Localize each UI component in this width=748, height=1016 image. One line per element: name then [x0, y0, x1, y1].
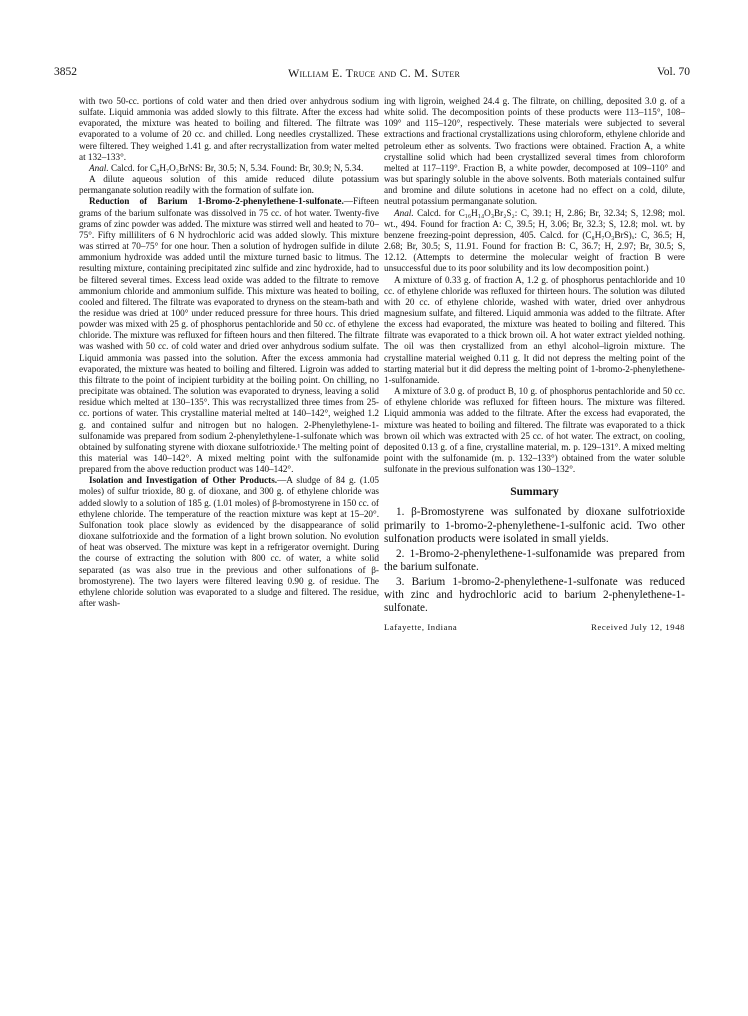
page-number: 3852: [54, 66, 77, 78]
paragraph: A dilute aqueous solution of this amide reduced dilute potassium permanganate solution readily with the formation of sulfate ion.: [79, 174, 379, 196]
article-footer: [384, 622, 685, 634]
anal-text: Calcd. for C₈H₇O₂BrNS: Br, 30.5; N, 5.34. Found: Br, 30.9; N, 5.34.: [108, 162, 364, 173]
left-column: [79, 96, 379, 609]
anal-label: Anal.: [394, 207, 414, 218]
volume-label: Vol. 70: [656, 66, 690, 78]
page-header: [0, 66, 748, 82]
summary-item: 2. 1-Bromo-2-phenylethene-1-sulfonamide was prepared from the barium sulfonate.: [384, 547, 685, 574]
summary-title: Summary: [510, 486, 559, 499]
running-title: William E. Truce and C. M. Suter: [287, 66, 461, 80]
section-heading: Isolation and Investigation of Other Products.: [89, 475, 278, 486]
section-paragraph-reduction: [79, 196, 379, 475]
anal-text: Calcd. for C₁₆H₁₄O₃Br₂S₂: C, 39.1; H, 2.86; Br, 32.34; S, 12.98; mol. wt., 494. Found for fraction A: C, 39.5; H, 3.06; Br, 32.3; S, 12.8; mol. wt. by benzene freezing-point depression, 405. Calcd. for (C₈H₇O₃BrS)ₓ: C, 36.5; H, 2.68; Br, 30.5; S, 11.91. Found for fraction B: C, 36.7; H, 2.97; Br, 30.5; S, 12.12. (Attempts to determine the molecular weight of fraction B were unsuccessful due to its poor solubility and its low decomposition point.): [384, 207, 685, 274]
footer-place: Lafayette, Indiana: [384, 621, 458, 632]
paragraph: with two 50-cc. portions of cold water and then dried over anhydrous sodium sulfate. Liquid ammonia was added slowly to this filtrate. After the excess had evaporated, the mixture was heated to boiling and filtered. The filtrate was evaporated to a volume of 20 cc. and chilled. Long needles crystallized. These were filtered. They weighed 1.41 g. and after recrystallization from water melted at 132–133°.: [79, 96, 379, 162]
analysis-paragraph: [384, 208, 685, 275]
summary-item: 1. β-Bromostyrene was sulfonated by dioxane sulfotrioxide primarily to 1-bromo-2-phenylethene-1-sulfonic acid. Two other sulfonation products were isolated in small yields.: [384, 506, 685, 546]
analysis-paragraph: [79, 163, 379, 174]
section-heading: Reduction of Barium 1-Bromo-2-phenylethene-1-sulfonate.: [89, 196, 344, 207]
summary-item: 3. Barium 1-bromo-2-phenylethene-1-sulfonate was reduced with zinc and hydrochloric acid to barium 2-phenylethene-1-sulfonate.: [384, 575, 685, 615]
right-column: [384, 96, 685, 634]
section-text: —Fifteen grams of the barium sulfonate was dissolved in 75 cc. of hot water. Twenty-five grams of zinc powder was added. The mixture was stirred well and heated to 70–75°. Fifty milliliters of 6 N hydrochloric acid was added slowly. This mixture was stirred at 70–75° for one hour. Then a solution of hydrogen sulfide in dilute ammonium hydroxide was added until the mixture turned basic to litmus. The resulting mixture, containing precipitated zinc sulfide and zinc hydroxide, had to be filtered several times. Excess lead oxide was added to the filtrate to remove ammonium chloride and ammonium sulfide. This mixture was heated to boiling, cooled and filtered. The filtrate was evaporated to dryness on the steam-bath and the residue was dried at 100° under reduced pressure for three hours. This dried powder was mixed with 25 g. of phosphorus pentachloride and 50 cc. of ethylene chloride. The mixture was refluxed for fifteen hours and then filtered. The filtrate was washed with 50 cc. of cold water and dried over anhydrous sodium sulfate. Liquid ammonia was passed into the solution. After the excess ammonia had evaporated, the mixture was heated to boiling and filtered. Ligroin was added to this filtrate to the point of incipient turbidity at the boiling point. On chilling, no precipitate was obtained. The solution was evaporated to dryness, leaving a solid residue which melted at 130–135°. This was recrystallized three times from 25-cc. portions of water. This crystalline material melted at 140–142°, weighed 1.2 g. and contained sulfur and nitrogen but no halogen. 2-Phenylethylene-1-sulfonamide was prepared from sodium 2-phenylethylene-1-sulfonate which was obtained by sulfonating styrene with dioxane sulfotrioxide.¹ The melting point of this material was 140–142°. A mixed melting point with the sulfonamide prepared from the above reduction product was 140–142°.: [79, 196, 379, 475]
paragraph: ing with ligroin, weighed 24.4 g. The filtrate, on chilling, deposited 3.0 g. of a white solid. The decomposition points of these products were 113–115°, 108–109° and 115–120°, respectively. These materials were subjected to several extractions and fractional crystallizations using chloroform, ethylene chloride and petroleum ether as solvents. Two fractions were obtained. Fraction A, a white crystalline solid which had been crystallized several times from chloroform melted at 117–119°. Fraction B, a white powder, decomposed at 109–110° and was but sparingly soluble in the above solvents. Both materials contained sulfur and bromine and dilute solutions in acetone had no effect on a cold, dilute, neutral potassium permanganate solution.: [384, 96, 685, 207]
section-paragraph-isolation: [79, 475, 379, 609]
anal-label: Anal.: [89, 162, 109, 173]
footer-received: Received July 12, 1948: [591, 621, 685, 632]
paragraph: A mixture of 3.0 g. of product B, 10 g. of phosphorus pentachloride and 50 cc. of ethylene chloride was refluxed for fifteen hours. The mixture was filtered. Liquid ammonia was added to the filtrate. After the excess had evaporated, the mixture was heated to boiling and filtered. The filtrate was evaporated to a thick brown oil which was extracted with 25 cc. of hot water. The extract, on cooling, deposited 0.13 g. of a fine, crystalline material, m. p. 129–131°. A mixed melting point with the sulfonamide (m. p. 132–133°) obtained from the water soluble sulfonate in the previous sulfonation was 130–132°.: [384, 386, 685, 475]
section-text: —A sludge of 84 g. (1.05 moles) of sulfur trioxide, 80 g. of dioxane, and 300 g. of ethylene chloride was added slowly to a solution of 185 g. (1.01 moles) of β-bromostyrene in 150 cc. of ethylene chloride. The temperature of the reaction mixture was kept at 15–20°. Sulfonation took place slowly as evidenced by the disappearance of solid dioxane sulfotrioxide and the formation of a light brown solution. No evolution of heat was observed. The mixture was kept in a refrigerator overnight. During the course of extracting the solution with 800 cc. of water, a white solid separated (as was also true in the previous and other sulfonations of β-bromostyrene). The two layers were filtered leaving 0.90 g. of residue. The ethylene chloride solution was evaporated to a sludge and filtered. The residue, after wash-: [79, 475, 380, 609]
summary-section: [384, 487, 685, 615]
paragraph: A mixture of 0.33 g. of fraction A, 1.2 g. of phosphorus pentachloride and 10 cc. of ethylene chloride was refluxed for thirteen hours. The solution was diluted with 20 cc. of ethylene chloride, washed with water, dried over anhydrous magnesium sulfate, and filtered. Liquid ammonia was added to the filtrate. After the excess had evaporated, the mixture was heated to boiling and filtered. This filtrate was evaporated to a thick brown oil. A hot water extract yielded nothing. The oil was then crystallized from an ethyl alcohol–ligroin mixture. The crystalline material weighed 0.11 g. It did not depress the melting point of the starting material but it did depress the melting point of 1-bromo-2-phenylethene-1-sulfonamide.: [384, 274, 685, 385]
